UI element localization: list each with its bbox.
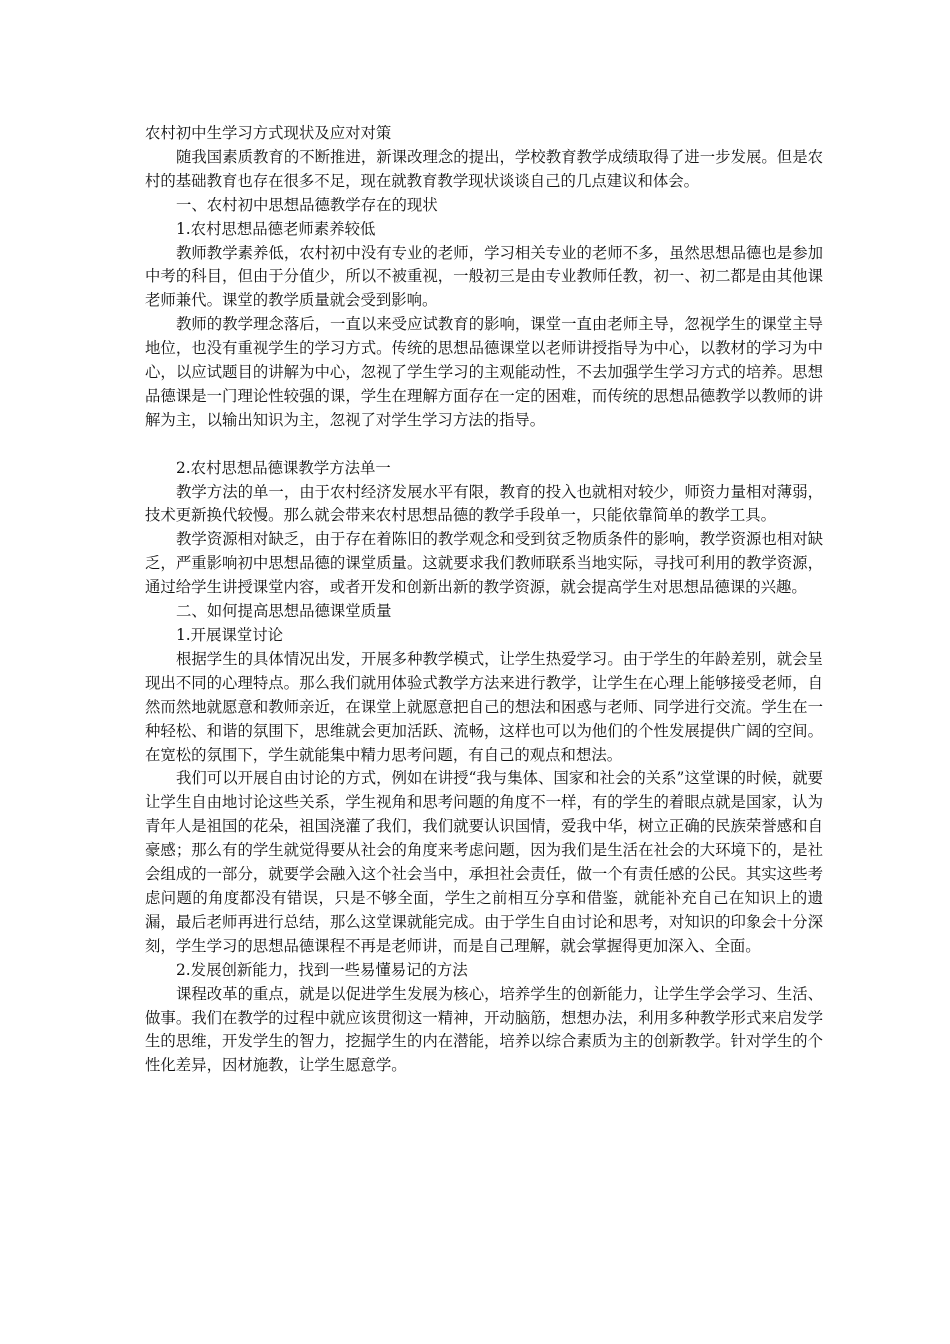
subsection-heading-1-2: 2.农村思想品德课教学方法单一 (176, 458, 391, 477)
subsection-heading-1-1: 1.农村思想品德老师素养较低 (176, 219, 376, 238)
section-heading-2: 二、如何提高思想品德课堂质量 (176, 602, 392, 621)
section-heading-1: 一、农村初中思想品德教学存在的现状 (176, 195, 438, 214)
subsection-heading-2-2: 2.发展创新能力，找到一些易懂易记的方法 (176, 960, 468, 979)
paragraph-1-2-a: 教学方法的单一，由于农村经济发展水平有限，教育的投入也就相对较少，师资力量相对薄弱，技术更新换代较慢。那么就会带来农村思想品德的教学手段单一，只能依靠简单的教学工具。 (145, 482, 823, 525)
paragraph-1-1-a: 教师教学素养低，农村初中没有专业的老师，学习相关专业的老师不多，虽然思想品德也是参加中考的科目，但由于分值少，所以不被重视，一般初三是由专业教师任教，初一、初二都是由其他课老师兼代。课堂的教学质量就会受到影响。 (145, 243, 823, 310)
subsection-heading-2-1: 1.开展课堂讨论 (176, 626, 284, 645)
blank-line (145, 433, 823, 457)
document-title: 农村初中生学习方式现状及应对对策 (145, 124, 392, 142)
document-page (145, 122, 823, 1078)
paragraph-2-1-b: 我们可以开展自由讨论的方式，例如在讲授“我与集体、国家和社会的关系”这堂课的时候，就要让学生自由地讨论这些关系，学生视角和思考问题的角度不一样，有的学生的着眼点就是国家，认为青年人是祖国的花朵，祖国浇灌了我们，我们就要认识国情，爱我中华，树立正确的民族荣誉感和自豪感；那么有的学生就觉得要从社会的角度来考虑问题，因为我们是生活在社会的大环境下的，是社会组成的一部分，就要学会融入这个社会当中，承担社会责任，做一个有责任感的公民。其实这些考虑问题的角度都没有错误，只是不够全面，学生之前相互分享和借鉴，就能补充自己在知识上的遗漏，最后老师再进行总结，那么这堂课就能完成。由于学生自由讨论和思考，对知识的印象会十分深刻，学生学习的思想品德课程不再是老师讲，而是自己理解，就会掌握得更加深入、全面。 (145, 769, 823, 955)
intro-paragraph: 随我国素质教育的不断推进，新课改理念的提出，学校教育教学成绩取得了进一步发展。但是农村的基础教育也存在很多不足，现在就教育教学现状谈谈自己的几点建议和体会。 (145, 147, 823, 190)
paragraph-1-1-b: 教师的教学理念落后，一直以来受应试教育的影响，课堂一直由老师主导，忽视学生的课堂主导地位，也没有重视学生的学习方式。传统的思想品德课堂以老师讲授指导为中心，以教材的学习为中心，以应试题目的讲解为中心，忽视了学生学习的主观能动性，不去加强学生学习方式的培养。思想品德课是一门理论性较强的课，学生在理解方面存在一定的困难，而传统的思想品德教学以教师的讲解为主，以输出知识为主，忽视了对学生学习方法的指导。 (145, 315, 823, 429)
paragraph-2-2-a: 课程改革的重点，就是以促进学生发展为核心，培养学生的创新能力，让学生学会学习、生活、做事。我们在教学的过程中就应该贯彻这一精神，开动脑筋，想想办法，利用多种教学形式来启发学生的思维，开发学生的智力，挖掘学生的内在潜能，培养以综合素质为主的创新教学。针对学生的个性化差异，因材施教，让学生愿意学。 (145, 984, 823, 1075)
paragraph-1-2-b: 教学资源相对缺乏，由于存在着陈旧的教学观念和受到贫乏物质条件的影响，教学资源也相对缺乏，严重影响初中思想品德的课堂质量。这就要求我们教师联系当地实际，寻找可利用的教学资源，通过给学生讲授课堂内容，或者开发和创新出新的教学资源，就会提高学生对思想品德课的兴趣。 (145, 530, 823, 597)
paragraph-2-1-a: 根据学生的具体情况出发，开展多种教学模式，让学生热爱学习。由于学生的年龄差别，就会呈现出不同的心理特点。那么我们就用体验式教学方法来进行教学，让学生在心理上能够接受老师，自然而然地就愿意和教师亲近，在课堂上就愿意把自己的想法和困惑与老师、同学进行交流。学生在一种轻松、和谐的氛围下，思维就会更加活跃、流畅，这样也可以为他们的个性发展提供广阔的空间。在宽松的氛围下，学生就能集中精力思考问题，有自己的观点和想法。 (145, 649, 823, 764)
